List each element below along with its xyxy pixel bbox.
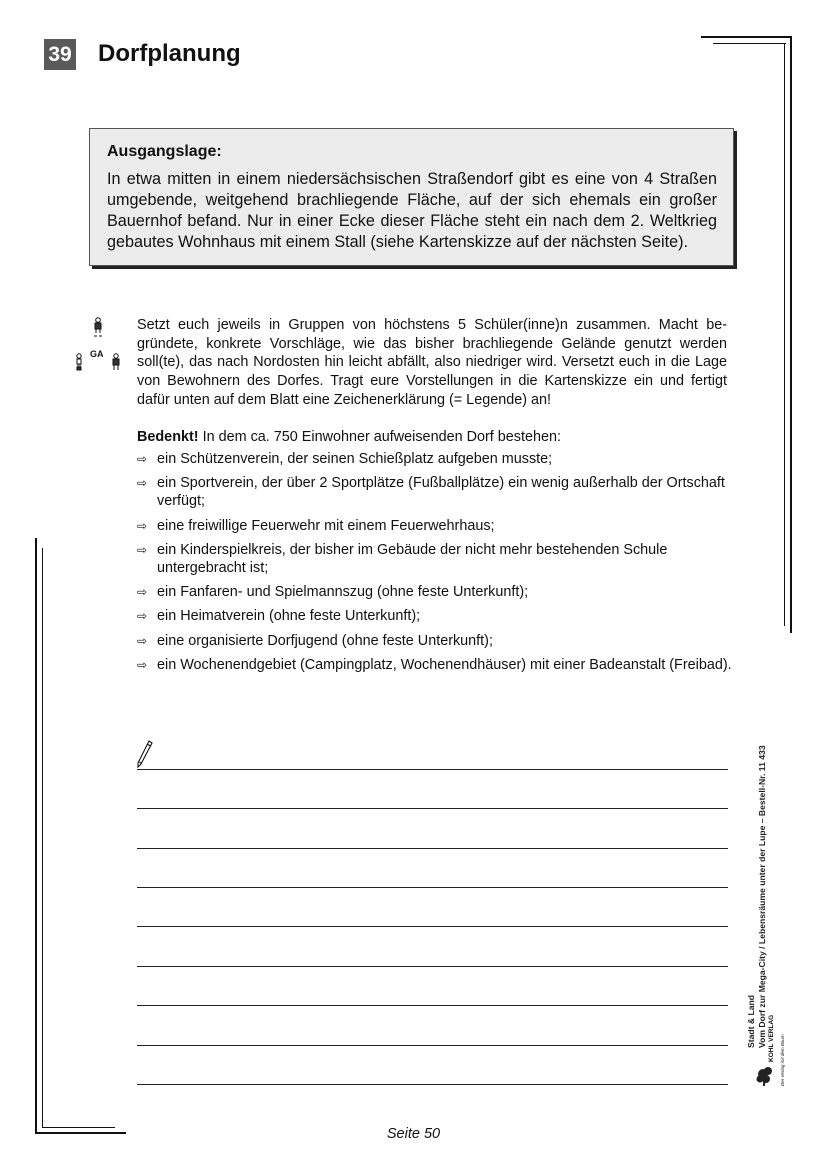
list-item [137,450,737,468]
writing-line-4[interactable] [137,887,728,888]
writing-line-7[interactable] [137,1005,728,1006]
arrow-bullet-icon: ⇨ [137,585,148,600]
list-item-text: eine organisierte Dorfjugend (ohne feste Unterkunft); [157,632,493,649]
page-number: Seite 50 [386,1126,441,1142]
list-item [137,583,737,601]
writing-line-3[interactable] [137,848,728,849]
publisher-tagline: Der Verlag mit dem Baum [780,1034,785,1086]
list-item-text: ein Schützenverein, der seinen Schießplatz aufgeben musste; [157,451,553,467]
writing-line-6[interactable] [137,966,728,967]
arrow-bullet-icon: ⇨ [137,542,148,557]
frame-left-outer [35,538,37,1134]
bedenkt-line [137,428,561,446]
situation-heading: Ausgangslage: [107,143,222,160]
exercise-number: 39 [44,39,76,70]
writing-line-2[interactable] [137,808,728,809]
frame-right-inner [784,43,785,626]
group-work-icon [72,316,124,374]
list-item-text: ein Sportverein, der über 2 Sportplätze (Fußballplätze) ein wenig außerhalb der Ortschaft verfügt; [157,475,725,510]
frame-right-outer [790,36,792,633]
page-title: Dorfplanung [98,40,241,67]
publisher-name: KOHL VERLAG [768,1014,775,1062]
side-imprint [746,745,767,1048]
pencil-icon [136,739,154,769]
task-instructions: Setzt euch jeweils in Gruppen von höchstens 5 Schüler(inne)n zusammen. Macht be-gründete, konkrete Vorschläge, wie das bisher brachliegende Gelände genutzt werden soll(te), das nach Nordosten hin leicht abfällt, also niedriger wird. Versetzt euch in die Lage von Bewohnern des Dorfes. Tragt eure Vorstellungen in die Kartenskizze ein und fertigt dafür unten auf dem Blatt eine Zeichenerklärung (= Legende) an! [137,317,727,408]
arrow-bullet-icon: ⇨ [137,633,148,648]
list-item [137,474,737,510]
arrow-bullet-icon: ⇨ [137,476,148,491]
arrow-bullet-icon: ⇨ [137,609,148,624]
list-item-text: ein Wochenendgebiet (Campingplatz, Wochenendhäuser) mit einer Badeanstalt (Freibad). [157,656,732,673]
list-item [137,517,737,535]
list-item [137,632,737,650]
village-facilities-list [137,450,737,680]
list-item-text: ein Kinderspielkreis, der bisher im Gebäude der nicht mehr bestehenden Schule untergebracht ist; [157,541,668,577]
list-item-text: ein Heimatverein (ohne feste Unterkunft); [157,608,421,625]
arrow-bullet-icon: ⇨ [137,657,148,672]
list-item [137,656,737,674]
frame-left-inner [42,548,43,1128]
frame-top-right-outer [701,36,792,38]
arrow-bullet-icon: ⇨ [137,452,148,466]
bedenkt-text: In dem ca. 750 Einwohner aufweisenden Dorf bestehen: [198,429,561,445]
arrow-bullet-icon: ⇨ [137,518,148,533]
publisher-logo [752,1014,792,1089]
group-figures-icon [72,316,124,374]
writing-line-9[interactable] [137,1084,728,1085]
series-title: Stadt & Land [746,995,756,1048]
list-item-text: ein Fanfaren- und Spielmannszug (ohne feste Unterkunft); [157,584,529,601]
list-item-text: eine freiwillige Feuerwehr mit einem Feuerwehrhaus; [157,517,495,534]
writing-line-5[interactable] [137,926,728,927]
frame-top-right-inner [713,43,786,44]
bedenkt-label: Bedenkt! [137,429,199,445]
list-item [137,541,737,577]
book-title-order-number: Vom Dorf zur Mega-City / Lebensräume unter der Lupe – Bestell-Nr. 11 433 [756,745,767,1048]
list-item [137,607,737,625]
situation-text: In etwa mitten in einem niedersächsischen Straßendorf gibt es eine von 4 Straßen umgebende, weitgehend brachliegende Fläche, auf der sich ehemals ein großer Bauernhof befand. Nur in einer Ecke dieser Fläche steht ein nach dem 2. Weltkrieg gebautes Wohnhaus mit einem Stall (siehe Kartenskizze auf der nächsten Seite). [107,170,717,251]
writing-line-8[interactable] [137,1045,728,1046]
situation-box [89,128,734,266]
writing-line-1[interactable] [137,769,728,770]
group-work-label: GA [90,349,104,359]
